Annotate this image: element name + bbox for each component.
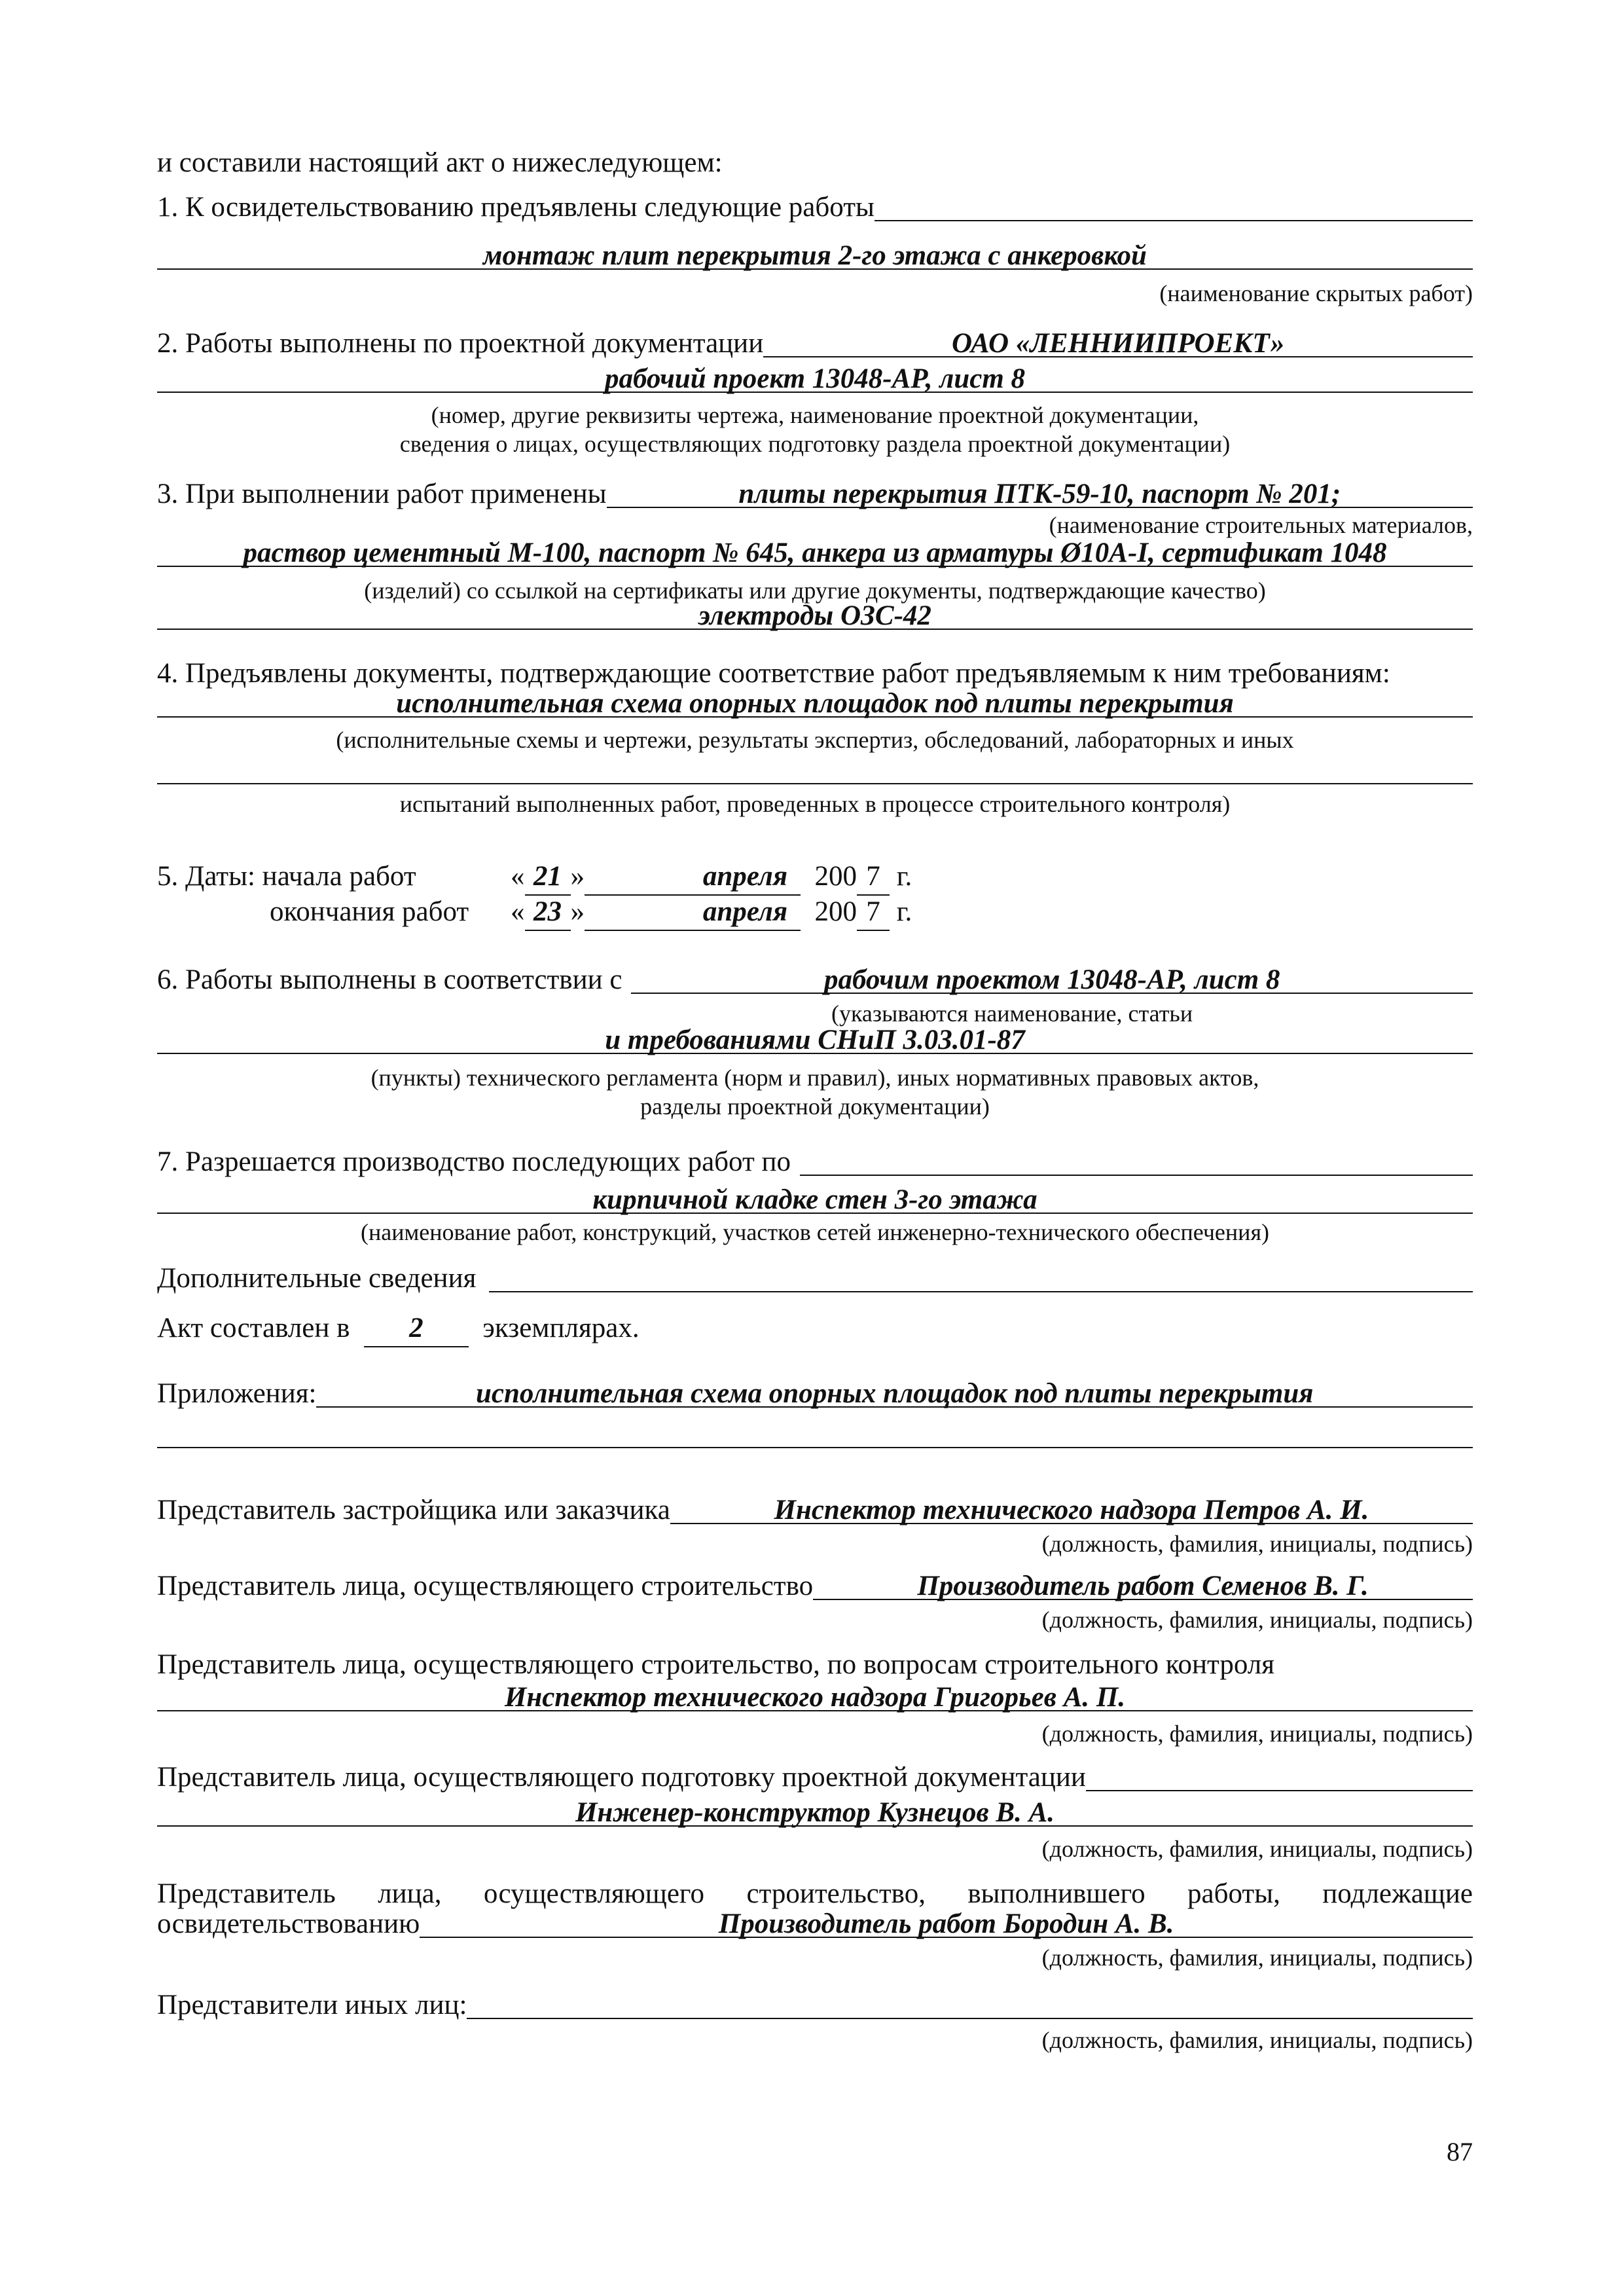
section-4 [157,656,1473,691]
s3-value1: плиты перекрытия ПТК-59-10, паспорт № 201; [738,479,1341,509]
copies-label2: экземплярах. [482,1313,640,1343]
s2-caption2: сведения о лицах, осуществляющих подготовку раздела проектной документации) [399,431,1231,457]
s5-end-label: окончания работ [270,896,469,927]
rep-control-label: Представитель лица, осуществляющего строительство, по вопросам строительного контроля [157,1649,1275,1680]
section-7 [157,1144,1473,1180]
rep-control-caption: (должность, фамилия, инициалы, подпись) [1041,1721,1473,1747]
s2-caption-line [157,401,1473,458]
s5-start-year: 7 [866,861,880,892]
extra-label: Дополнительные сведения [157,1263,477,1294]
s5-end-month: апреля [702,896,787,927]
s7-value: кирпичной кладке стен 3-го этажа [592,1184,1038,1215]
rep-customer-value: Инспектор технического надзора Петров А. И. [774,1495,1369,1525]
s5-start-month: апреля [702,861,787,892]
intro-text: и составили настоящий акт о нижеследующем: [157,147,723,178]
s6-label: 6. Работы выполнены в соответствии с [157,964,623,995]
s7-value-line [157,1184,1473,1214]
s3-caption1-line [157,511,1473,539]
section-3 [157,477,1473,512]
s6-caption2: (пункты) технического регламента (норм и правил), иных нормативных правовых актов, [370,1065,1259,1091]
rep-builder [157,1569,1473,1604]
rep-others-caption: (должность, фамилия, инициалы, подпись) [1041,2027,1473,2053]
rep-control [157,1647,1473,1683]
rep-design [157,1760,1473,1795]
s4-caption1-line [157,725,1473,754]
rep-performer-caption: (должность, фамилия, инициалы, подпись) [1041,1944,1473,1971]
rep-others [157,1988,1473,2023]
copies-label1: Акт составлен в [157,1313,350,1343]
s4-caption1: (исполнительные схемы и чертежи, результаты экспертиз, обследований, лабораторных и иных [336,727,1294,753]
rep-builder-caption: (должность, фамилия, инициалы, подпись) [1041,1607,1473,1633]
rep-design-value: Инженер-конструктор Кузнецов В. А. [575,1797,1055,1828]
rep-others-label: Представители иных лиц: [157,1990,467,2020]
s6-caption3: разделы проектной документации) [640,1093,990,1120]
s4-caption2: испытаний выполненных работ, проведенных в процессе строительного контроля) [399,791,1231,817]
rep-performer-label2: освидетельствованию [157,1908,420,1939]
s7-label: 7. Разрешается производство последующих работ по [157,1146,791,1177]
s3-caption2: (изделий) со ссылкой на сертификаты или другие документы, подтверждающие качество) [364,577,1266,604]
copies-value: 2 [409,1313,424,1343]
s2-value2: рабочий проект 13048-АР, лист 8 [604,363,1026,394]
page-number: 87 [1447,2137,1473,2166]
s1-blank [875,191,1473,221]
s3-label: 3. При выполнении работ применены [157,479,607,509]
s4-caption2-line [157,790,1473,818]
s4-value-line [157,687,1473,718]
rep-customer [157,1493,1473,1528]
s5-start-label: 5. Даты: начала работ [157,861,416,892]
rep-performer-value: Производитель работ Бородин А. В. [718,1908,1174,1939]
attach-blank-line [157,1418,1473,1448]
attach-label: Приложения: [157,1378,317,1409]
section-5-end: окончания работ « 23 » апреля 200 7 г. [157,894,1473,931]
s1-value-line [157,240,1473,270]
section-6 [157,962,1473,998]
section-1 [157,190,1473,225]
s6-caption1: (указываются наименование, статьи [831,1000,1193,1027]
s2-value2-line [157,363,1473,393]
rep-control-value: Инспектор технического надзора Григорьев А. П. [504,1682,1126,1713]
s1-caption-line [157,279,1473,308]
s2-label: 2. Работы выполнены по проектной документации [157,328,764,359]
s5-end-year: 7 [866,896,880,927]
s3-value2-line [157,537,1473,567]
rep-design-label: Представитель лица, осуществляющего подготовку проектной документации [157,1762,1086,1793]
attachments [157,1376,1473,1412]
rep-design-caption: (должность, фамилия, инициалы, подпись) [1041,1836,1473,1862]
s1-caption: (наименование скрытых работ) [1159,280,1473,306]
section-2 [157,326,1473,361]
s5-end-day: 23 [533,896,562,927]
rep-customer-caption: (должность, фамилия, инициалы, подпись) [1041,1531,1473,1557]
s5-start-day: 21 [533,861,562,892]
s6-value2: и требованиями СНиП 3.03.01-87 [605,1025,1025,1055]
s7-caption-line [157,1218,1473,1247]
extra-info [157,1261,1473,1296]
rep-customer-label: Представитель застройщика или заказчика [157,1495,670,1525]
s7-caption: (наименование работ, конструкций, участков сетей инженерно-технического обеспечения) [361,1219,1269,1245]
s3-value3-line [157,600,1473,630]
s3-value3: электроды ОЗС-42 [698,600,931,631]
rep-performer-label1: Представитель лица, осуществляющего строительство, выполнившего работы, подлежащие [157,1878,1473,1909]
s6-caption-line [157,1063,1473,1121]
s1-label: 1. К освидетельствованию предъявлены следующие работы [157,192,875,223]
attach-value: исполнительная схема опорных площадок под плиты перекрытия [475,1378,1314,1409]
s2-value1: ОАО «ЛЕННИИПРОЕКТ» [952,328,1285,359]
s4-label: 4. Предъявлены документы, подтверждающие соответствие работ предъявляемым к ним требованиям: [157,658,1390,689]
intro-line [157,145,1473,181]
s1-value: монтаж плит перекрытия 2-го этажа с анкеровкой [483,240,1147,271]
s6-value1: рабочим проектом 13048-АР, лист 8 [824,964,1280,995]
rep-builder-label: Представитель лица, осуществляющего строительство [157,1571,814,1601]
s4-blank-line [157,754,1473,784]
rep-builder-value: Производитель работ Семенов В. Г. [917,1571,1369,1601]
s3-value2: раствор цементный М-100, паспорт № 645, анкера из арматуры Ø10А-I, сертификат 1048 [243,538,1387,568]
section-5-start: 5. Даты: начала работ « 21 » апреля 200 7 г. [157,859,1473,896]
copies-line [157,1311,1473,1347]
s3-caption1: (наименование строительных материалов, [1049,512,1473,538]
s4-value: исполнительная схема опорных площадок под плиты перекрытия [396,688,1234,719]
s2-caption1: (номер, другие реквизиты чертежа, наименование проектной документации, [431,402,1199,428]
s6-value2-line [157,1024,1473,1054]
